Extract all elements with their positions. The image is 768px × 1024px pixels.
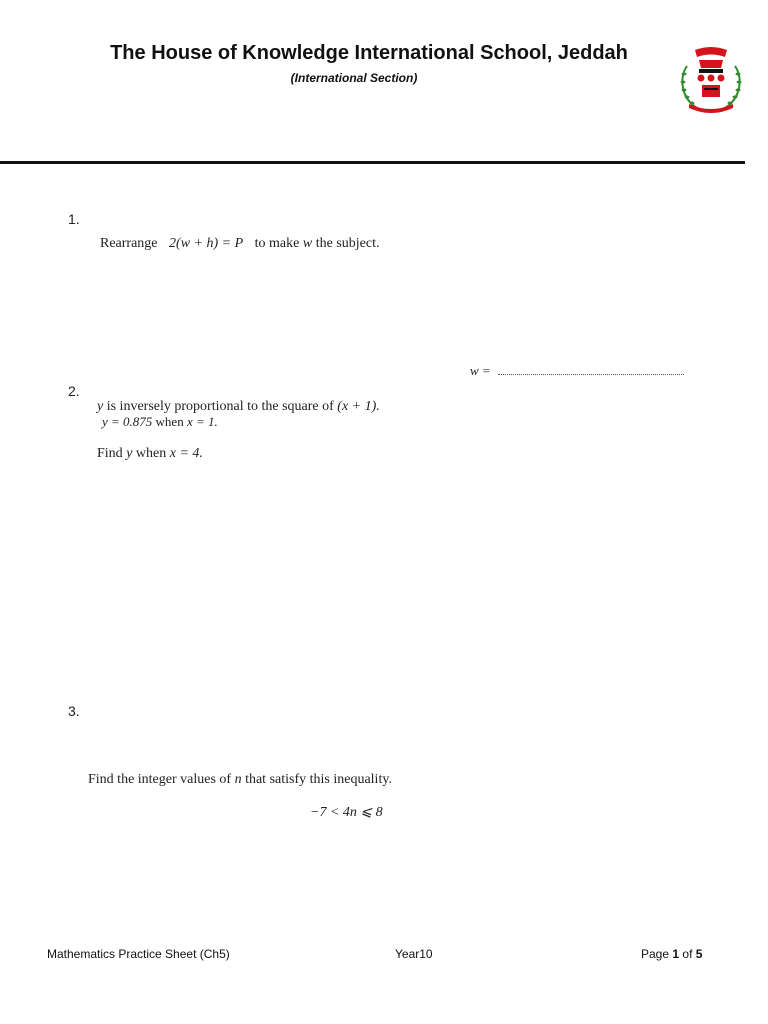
header-divider <box>0 161 745 164</box>
question-2-statement: is inversely proportional to the square of <box>106 399 334 414</box>
question-2-expression: (x + 1). <box>337 399 380 414</box>
question-2-when: when <box>155 414 184 429</box>
footer-page-number <box>641 947 702 961</box>
question-1-prefix: Rearrange <box>100 236 158 251</box>
question-2-line-3 <box>97 446 203 462</box>
question-2-line-2 <box>102 414 218 430</box>
question-2-find: Find <box>97 446 123 461</box>
question-1-mid: to make <box>254 236 300 251</box>
question-2-variable: y <box>97 399 104 414</box>
school-crest-icon <box>677 42 745 116</box>
question-1-suffix: the subject. <box>315 236 380 251</box>
section-subtitle: (International Section) <box>290 71 418 85</box>
question-3-text <box>88 772 392 788</box>
answer-label: w = <box>470 363 491 378</box>
question-3-prefix: Find the integer values of <box>88 772 232 787</box>
school-name: The House of Knowledge International School, Jeddah <box>110 42 628 64</box>
question-1-text <box>100 236 379 252</box>
footer-sheet-title: Mathematics Practice Sheet (Ch5) <box>47 947 230 961</box>
page-prefix: Page <box>641 947 670 961</box>
question-2-number: 2. <box>68 383 80 399</box>
question-3-number: 3. <box>68 703 80 719</box>
page-total: 5 <box>695 947 703 961</box>
question-2-given-condition: x = 1. <box>186 414 218 429</box>
question-2-find-when: when <box>135 446 167 461</box>
question-1-variable: w <box>302 236 313 251</box>
page-current: 1 <box>672 947 680 961</box>
question-3-variable: n <box>234 772 242 787</box>
question-2-find-condition: x = 4. <box>169 446 203 461</box>
question-1-answer-line[interactable] <box>470 363 684 379</box>
page-of: of <box>682 947 693 961</box>
question-2-given-value: y = 0.875 <box>102 414 153 429</box>
question-3-suffix: that satisfy this inequality. <box>245 772 392 787</box>
question-2-find-variable: y <box>126 446 133 461</box>
answer-dotted-line[interactable] <box>498 364 684 375</box>
footer-year: Year10 <box>395 947 433 961</box>
question-1-expression: 2(w + h) = P <box>169 236 244 251</box>
question-2-line-1 <box>97 399 380 415</box>
question-3-inequality: −7 < 4n ⩽ 8 <box>310 805 383 820</box>
question-1-number: 1. <box>68 211 80 227</box>
